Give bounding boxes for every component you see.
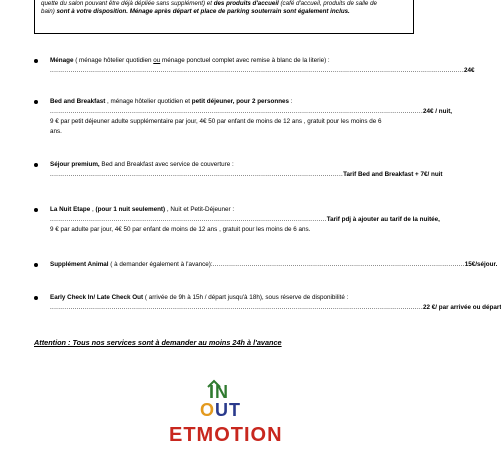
service-desc-bold: (pour 1 nuit seulement) xyxy=(95,206,166,213)
service-desc: , xyxy=(90,206,96,213)
service-price: 24€ / nuit, xyxy=(423,108,453,115)
intro-line-2 xyxy=(41,8,407,16)
service-price: 22 €/ par arrivée ou départ xyxy=(423,304,501,311)
logo-out-rest: UT xyxy=(215,400,242,420)
intro-text: bain) xyxy=(41,8,57,15)
bullet-icon xyxy=(34,100,38,104)
service-title: Supplément Animal xyxy=(50,261,109,268)
bullet-icon xyxy=(34,163,38,167)
service-desc-or: ou xyxy=(153,57,161,64)
bullet-icon xyxy=(34,263,38,267)
bullet-icon xyxy=(34,296,38,300)
attention-note: Attention : Tous nos services sont à demander au moins 24h à l'avance xyxy=(34,338,282,347)
intro-bold: des produits d'accueil xyxy=(213,0,279,7)
leader-dots: ........................................................................................................................... xyxy=(212,261,465,268)
service-detail: 9 € par adulte par jour, 4€ 50 par enfant de moins de 12 ans , gratuit pour les moins de 6 ans. xyxy=(50,226,311,233)
service-title: Bed and Breakfast xyxy=(50,98,106,105)
logo-out-o: O xyxy=(200,400,216,420)
service-title: Ménage xyxy=(50,57,74,64)
service-price-line xyxy=(50,215,440,225)
service-desc: ménage ponctuel complet avec remise à blanc de la literie) : xyxy=(160,57,330,64)
intro-text: (café d'accueil, produits de salle de xyxy=(278,0,377,7)
service-price: 24€ xyxy=(464,67,475,74)
brand-logo xyxy=(165,380,285,450)
service-desc-bold: petit déjeuner, pour 2 personnes xyxy=(191,98,290,105)
intro-line-1 xyxy=(41,0,407,8)
service-price: Tarif pdj à ajouter au tarif de la nuitée, xyxy=(326,216,440,223)
intro-box xyxy=(34,0,414,34)
service-price: 15€/séjour. xyxy=(464,261,498,268)
service-price-line xyxy=(50,66,475,76)
logo-in-text: IN xyxy=(209,382,229,402)
service-title-line xyxy=(50,97,420,107)
service-title-line xyxy=(50,260,498,270)
service-title: La Nuit Etape xyxy=(50,206,91,213)
leader-dots: ............................................................................................................................................... xyxy=(50,171,344,178)
leader-dots: ...................................................................................................................................................................................... xyxy=(50,108,424,115)
service-title-line xyxy=(50,160,420,170)
service-price-line xyxy=(50,107,453,117)
service-desc: , Nuit et Petit-Déjeuner : xyxy=(165,206,235,213)
service-price-line xyxy=(50,170,443,180)
service-title-line xyxy=(50,56,420,66)
service-desc: ( ménage hôtelier quotidien xyxy=(73,57,154,64)
service-title: Early Check In/ Late Check Out xyxy=(50,294,144,301)
logo-out-text xyxy=(200,400,241,421)
logo-etmotion-text: ETMOTION xyxy=(169,424,283,446)
leader-dots: ....................................................................................................................................... xyxy=(50,216,327,223)
bullet-icon xyxy=(34,59,38,63)
leader-dots: .......................................................................................................................................................................................................... xyxy=(50,67,464,74)
service-desc: , ménage hôtelier quotidien et xyxy=(105,98,192,105)
service-desc: : xyxy=(289,98,293,105)
leader-dots: ...................................................................................................................................................................................... xyxy=(50,304,424,311)
service-detail: ans. xyxy=(50,128,62,135)
service-title-line xyxy=(50,293,420,303)
service-price: Tarif Bed and Breakfast + 7€/ nuit xyxy=(343,171,443,178)
service-price-line xyxy=(50,303,501,313)
bullet-icon xyxy=(34,208,38,212)
service-desc: ( arrivée de 9h à 15h / départ jusqu'à 18h), sous réserve de disponibilité : xyxy=(143,294,349,301)
service-title: Séjour premium, xyxy=(50,161,100,168)
intro-text: quette du salon pouvant être déjà dépliée sans supplément) et xyxy=(41,0,214,7)
service-desc: ( à demander également à l'avance): xyxy=(108,261,213,268)
service-title-line xyxy=(50,205,420,215)
intro-bold: sont à votre disposition. Ménage après départ et place de parking souterrain sont également inclus. xyxy=(56,8,350,15)
service-desc: Bed and Breakfast avec service de couverture : xyxy=(99,161,234,168)
service-detail: 9 € par petit déjeuner adulte supplémentaire par jour, 4€ 50 par enfant de moins de 12 ans , gratuit pour les moins de 6 xyxy=(50,118,382,125)
